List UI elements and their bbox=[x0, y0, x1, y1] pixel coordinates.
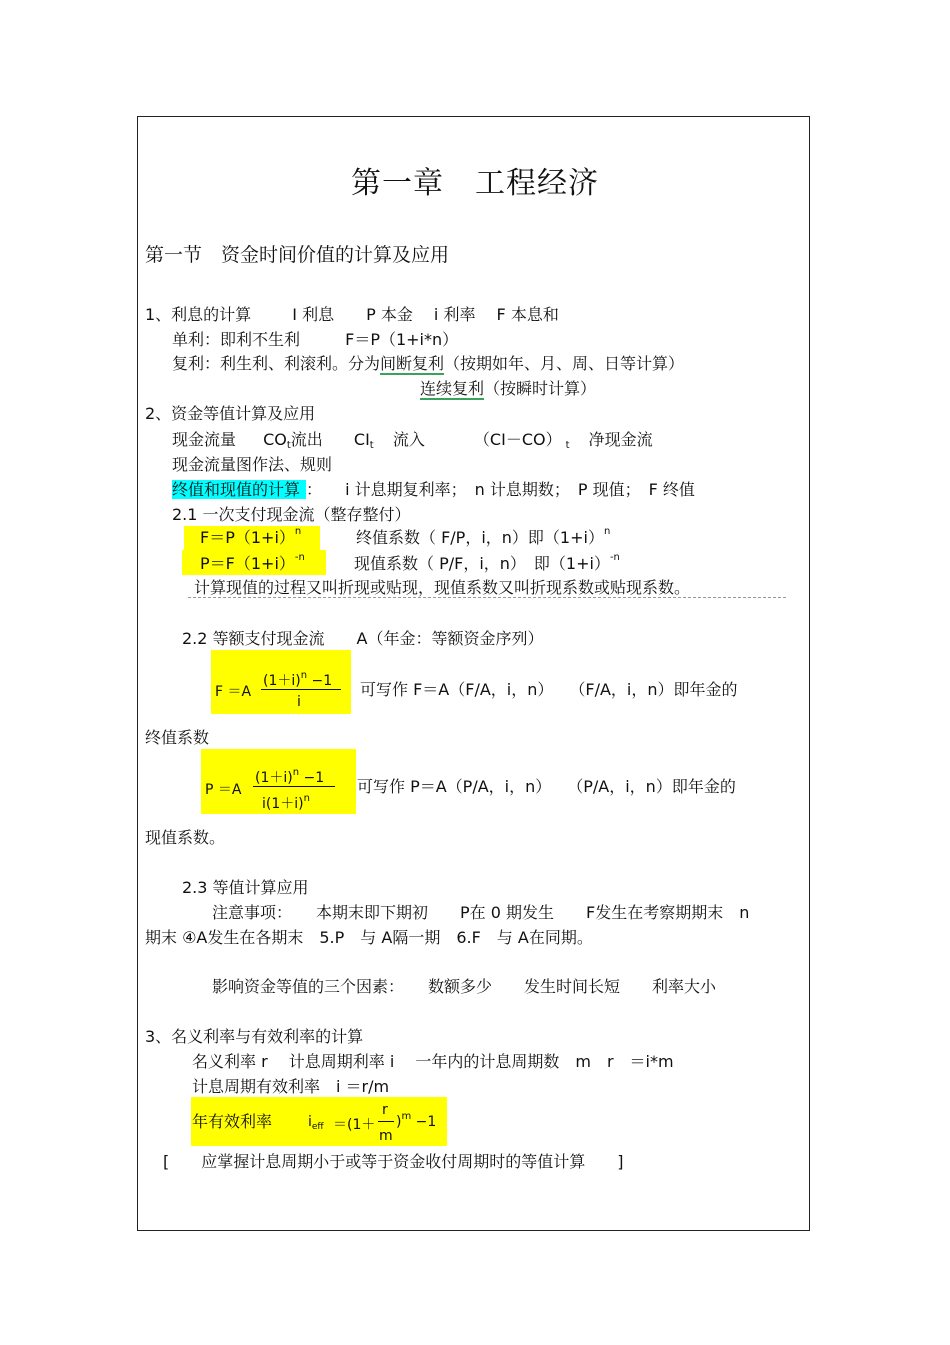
net-sub: t bbox=[565, 440, 570, 451]
s3-note: [ 应掌握计息周期小于或等于资金收付周期时的等值计算 ] bbox=[163, 1152, 624, 1171]
pv-exp: -n bbox=[294, 552, 305, 563]
eff-label: 年有效利率 bbox=[192, 1112, 273, 1131]
cashflow-line bbox=[172, 430, 653, 453]
discrete-note: （按期如年、月、周、日等计算） bbox=[444, 354, 685, 373]
fa-num: (1＋i) bbox=[263, 673, 301, 689]
eff-eq: ＝(1＋ bbox=[333, 1117, 376, 1133]
pa-text: 可写作 P＝A（P/A，i，n） （P/A，i，n）即年金的 bbox=[357, 777, 736, 796]
fv-exp: n bbox=[294, 526, 302, 537]
ci-prefix: CI bbox=[353, 430, 370, 449]
eff-i: i bbox=[308, 1114, 312, 1130]
eff-r: r bbox=[382, 1102, 388, 1118]
eff-exp: m bbox=[401, 1111, 412, 1122]
fa-numerator bbox=[263, 670, 332, 690]
fa-text: 可写作 F＝A（F/A，i，n） （F/A，i，n）即年金的 bbox=[360, 680, 738, 699]
pv-factor-line bbox=[354, 554, 620, 577]
fa-lhs: F ＝A bbox=[215, 684, 252, 700]
fv-factor-line bbox=[356, 528, 610, 551]
s1-symbols: I 利息 P 本金 i 利率 F 本息和 bbox=[292, 305, 559, 324]
eff-i-group bbox=[308, 1114, 324, 1130]
pv-factor-exp: -n bbox=[609, 552, 620, 563]
pa-den: i(1＋i) bbox=[262, 796, 304, 812]
eff-sub: eff bbox=[311, 1122, 324, 1132]
fa-denominator: i bbox=[297, 694, 301, 710]
net-suffix: 净现金流 bbox=[588, 430, 653, 449]
pa-num: (1＋i) bbox=[255, 770, 293, 786]
fv-pv-line bbox=[172, 480, 695, 500]
s2-heading: 2、资金等值计算及应用 bbox=[145, 404, 316, 423]
pa-text-cont: 现值系数。 bbox=[145, 828, 226, 847]
eff-fraction-bar bbox=[378, 1121, 394, 1122]
chapter-title: 第一章 工程经济 bbox=[351, 166, 599, 201]
co-suffix: 流出 bbox=[290, 430, 323, 449]
s1-line bbox=[145, 305, 559, 325]
eff-close: ) bbox=[396, 1114, 402, 1130]
compound-pre: 复利：利生利、利滚利。分为 bbox=[172, 354, 381, 373]
fv-pv-symbols: i 计息期复利率； n 计息期数； P 现值； F 终值 bbox=[345, 480, 695, 499]
pa-fraction-bar bbox=[253, 786, 335, 787]
fv-factor: 终值系数（ F/P，i，n）即（1+i） bbox=[356, 528, 604, 547]
ci-sub: t bbox=[369, 440, 374, 451]
pa-num-exp: n bbox=[292, 767, 300, 778]
pv-formula-line bbox=[200, 554, 305, 577]
pv-formula: P＝F（1+i） bbox=[200, 554, 295, 573]
ci-suffix: 流入 bbox=[392, 430, 425, 449]
eff-tail: −1 bbox=[411, 1114, 437, 1130]
section-title: 第一节 资金时间价值的计算及应用 bbox=[145, 244, 450, 266]
s23-heading: 2.3 等值计算应用 bbox=[182, 878, 309, 897]
pa-den-exp: n bbox=[303, 793, 310, 804]
pv-factor: 现值系数（ P/F，i，n） 即（1+i） bbox=[354, 554, 610, 573]
fa-num-exp: n bbox=[300, 670, 308, 681]
fv-pv-highlight: 终值和现值的计算 bbox=[172, 480, 306, 499]
continuous-line bbox=[420, 379, 596, 399]
discount-note: 计算现值的过程又叫折现或贴现，现值系数又叫折现系数或贴现系数。 bbox=[194, 578, 691, 597]
diagram-rules: 现金流量图作法、规则 bbox=[172, 455, 333, 474]
s22-heading: 2.2 等额支付现金流 A（年金：等额资金序列） bbox=[182, 629, 544, 648]
simple-formula: F＝P（1+i*n） bbox=[345, 330, 459, 349]
pa-numerator bbox=[255, 767, 324, 787]
fv-pv-colon: ： bbox=[306, 480, 323, 499]
factors-line: 影响资金等值的三个因素： 数额多少 发生时间长短 利率大小 bbox=[212, 977, 717, 996]
pa-denominator bbox=[262, 793, 310, 813]
s3-line1: 名义利率 r 计息周期利率 i 一年内的计息周期数 m r ＝i*m bbox=[192, 1052, 674, 1071]
notes-line2: 期末 ④A发生在各期末 5.P 与 A隔一期 6.F 与 A在同期。 bbox=[145, 928, 593, 947]
co-sub: t bbox=[286, 440, 291, 451]
cashflow-label: 现金流量 bbox=[172, 430, 237, 449]
s3-heading: 3、名义利率与有效利率的计算 bbox=[145, 1027, 364, 1046]
notes-line1: 注意事项： 本期末即下期初 P在 0 期发生 F发生在考察期期末 n bbox=[212, 903, 750, 922]
s1-heading: 1、利息的计算 bbox=[145, 305, 252, 324]
fv-formula-line bbox=[200, 528, 301, 551]
wavy-underline bbox=[188, 597, 786, 598]
simple-label: 单利：即利不生利 bbox=[172, 330, 301, 349]
simple-interest-line bbox=[172, 330, 458, 350]
net-prefix: （CI－CO） bbox=[473, 430, 562, 449]
continuous-compound: 连续复利 bbox=[420, 379, 485, 398]
co-prefix: CO bbox=[263, 430, 287, 449]
discrete-compound: 间断复利 bbox=[380, 354, 445, 373]
fv-factor-exp: n bbox=[603, 526, 611, 537]
s21-heading: 2.1 一次支付现金流（整存整付） bbox=[172, 505, 411, 524]
fa-fraction-bar bbox=[261, 689, 341, 690]
eff-m: m bbox=[379, 1128, 393, 1144]
compound-line bbox=[172, 354, 684, 374]
fa-text-cont: 终值系数 bbox=[145, 728, 210, 747]
s3-line2: 计息周期有效利率 i ＝r/m bbox=[192, 1077, 390, 1096]
continuous-note: （按瞬时计算） bbox=[484, 379, 597, 398]
pa-lhs: P ＝A bbox=[205, 782, 242, 798]
eff-tail-group bbox=[396, 1111, 437, 1130]
pa-num-tail: −1 bbox=[299, 770, 325, 786]
fa-num-tail: −1 bbox=[307, 673, 333, 689]
fv-formula: F＝P（1+i） bbox=[200, 528, 295, 547]
